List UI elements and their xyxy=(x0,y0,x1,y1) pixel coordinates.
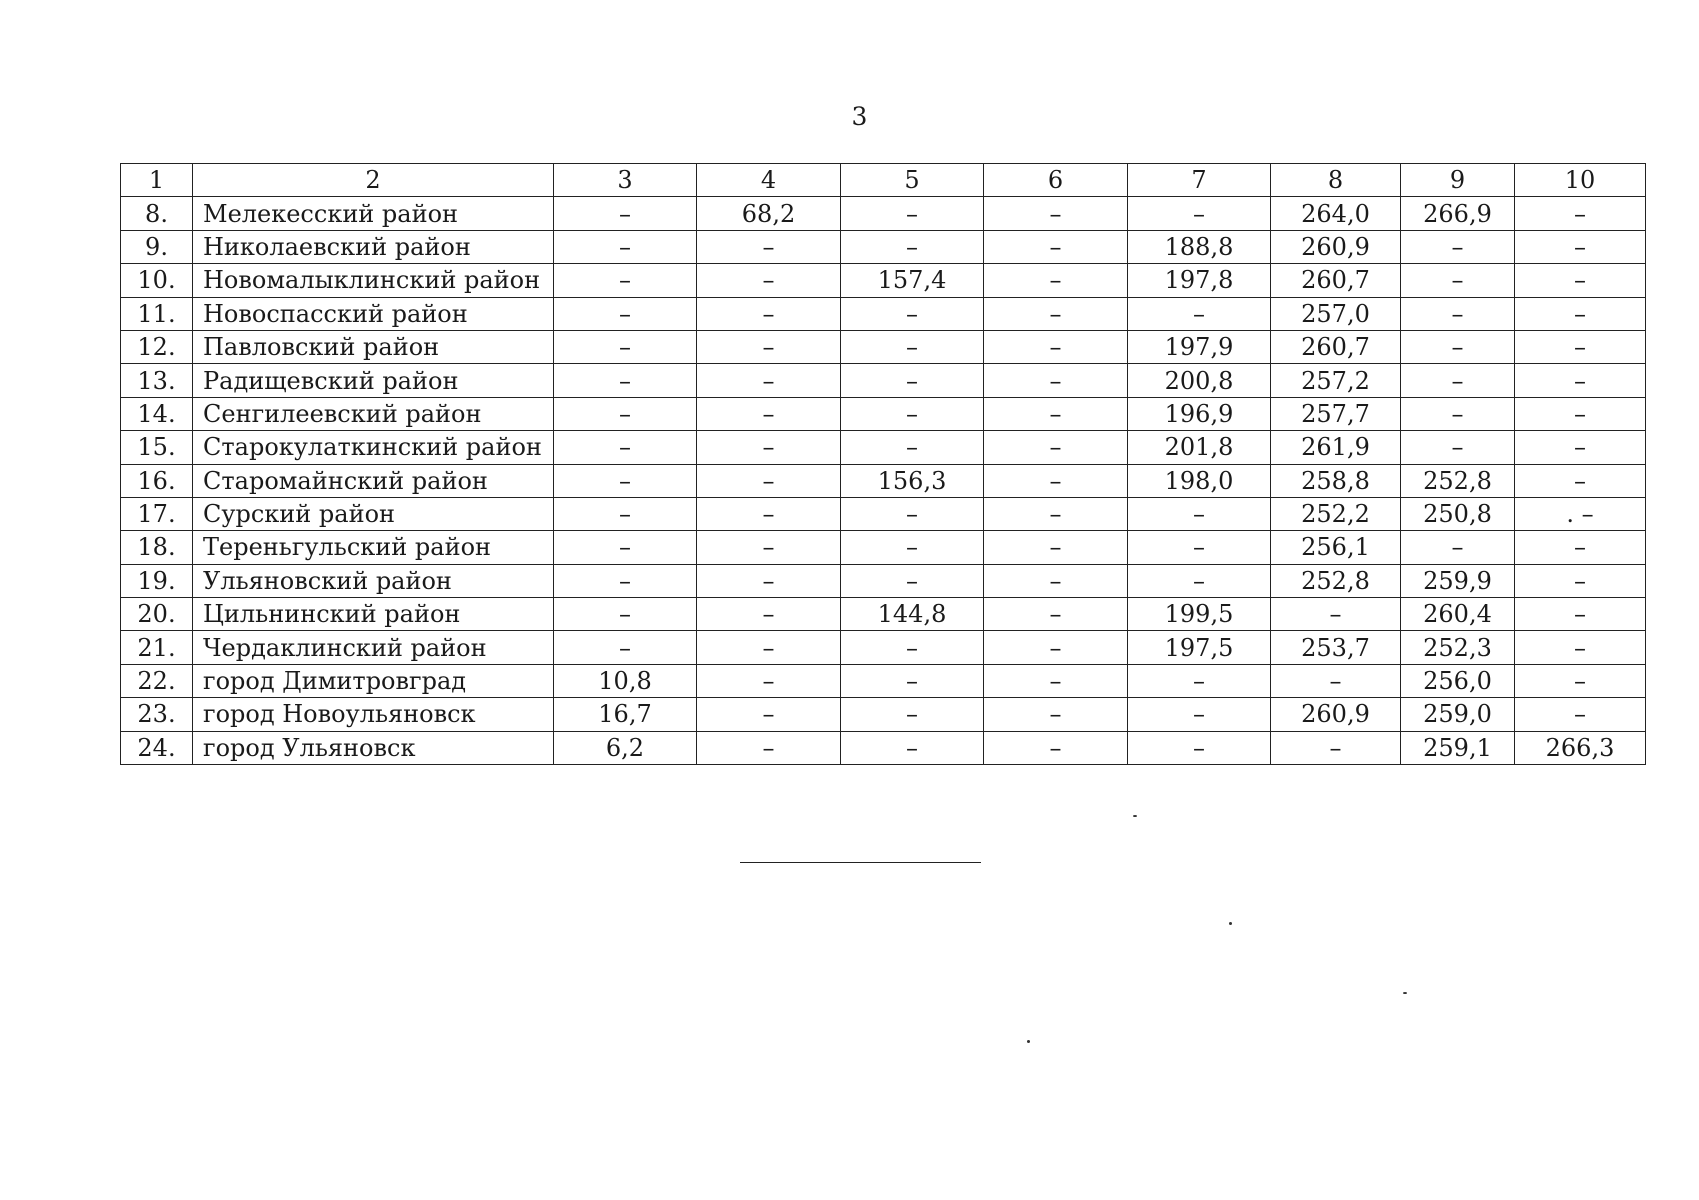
value-cell: 252,3 xyxy=(1401,631,1515,664)
value-cell: – xyxy=(1515,698,1646,731)
district-name-cell: Радищевский район xyxy=(193,364,554,397)
value-cell: – xyxy=(1515,431,1646,464)
value-cell: – xyxy=(984,364,1128,397)
page-number: 3 xyxy=(851,102,868,131)
value-cell: – xyxy=(984,464,1128,497)
district-name-cell: Цильнинский район xyxy=(193,598,554,631)
value-cell: 257,2 xyxy=(1271,364,1401,397)
value-cell: 266,9 xyxy=(1401,197,1515,230)
value-cell: – xyxy=(697,698,841,731)
value-cell: – xyxy=(1128,197,1271,230)
value-cell: – xyxy=(554,497,697,530)
value-cell: – xyxy=(984,264,1128,297)
value-cell: – xyxy=(1128,698,1271,731)
value-cell: 68,2 xyxy=(697,197,841,230)
value-cell: – xyxy=(1401,431,1515,464)
value-cell: – xyxy=(1128,731,1271,764)
value-cell: – xyxy=(697,598,841,631)
value-cell: – xyxy=(1515,598,1646,631)
district-name-cell: Новомалыклинский район xyxy=(193,264,554,297)
value-cell: – xyxy=(1515,230,1646,263)
value-cell: – xyxy=(554,197,697,230)
value-cell: 200,8 xyxy=(1128,364,1271,397)
value-cell: 252,8 xyxy=(1271,564,1401,597)
value-cell: – xyxy=(984,197,1128,230)
value-cell: 198,0 xyxy=(1128,464,1271,497)
value-cell: 266,3 xyxy=(1515,731,1646,764)
value-cell: – xyxy=(554,598,697,631)
table-row xyxy=(121,364,1646,397)
row-number-cell: 10. xyxy=(121,264,193,297)
column-header: 3 xyxy=(554,164,697,197)
value-cell: – xyxy=(1401,230,1515,263)
value-cell: – xyxy=(1128,664,1271,697)
table-row xyxy=(121,264,1646,297)
column-header: 4 xyxy=(697,164,841,197)
value-cell: – xyxy=(1515,297,1646,330)
table-row xyxy=(121,598,1646,631)
value-cell: – xyxy=(1401,531,1515,564)
value-cell: 257,7 xyxy=(1271,397,1401,430)
value-cell: 260,9 xyxy=(1271,230,1401,263)
table-row xyxy=(121,698,1646,731)
value-cell: – xyxy=(841,664,984,697)
value-cell: – xyxy=(554,431,697,464)
value-cell: 260,4 xyxy=(1401,598,1515,631)
row-number-cell: 14. xyxy=(121,397,193,430)
row-number-cell: 23. xyxy=(121,698,193,731)
value-cell: – xyxy=(697,264,841,297)
value-cell: 197,5 xyxy=(1128,631,1271,664)
value-cell: – xyxy=(554,330,697,363)
table-row xyxy=(121,497,1646,530)
value-cell: – xyxy=(554,564,697,597)
data-table xyxy=(120,163,1646,765)
value-cell: 197,8 xyxy=(1128,264,1271,297)
value-cell: 261,9 xyxy=(1271,431,1401,464)
row-number-cell: 12. xyxy=(121,330,193,363)
value-cell: 264,0 xyxy=(1271,197,1401,230)
value-cell: – xyxy=(554,230,697,263)
value-cell: 256,0 xyxy=(1401,664,1515,697)
row-number-cell: 21. xyxy=(121,631,193,664)
scan-speck xyxy=(1229,922,1232,925)
value-cell: – xyxy=(1401,297,1515,330)
column-header: 5 xyxy=(841,164,984,197)
value-cell: – xyxy=(984,531,1128,564)
value-cell: 16,7 xyxy=(554,698,697,731)
value-cell: 259,0 xyxy=(1401,698,1515,731)
value-cell: – xyxy=(841,330,984,363)
signature-separator-line xyxy=(740,862,981,863)
value-cell: – xyxy=(554,264,697,297)
value-cell: – xyxy=(1401,264,1515,297)
column-header: 6 xyxy=(984,164,1128,197)
value-cell: – xyxy=(697,664,841,697)
value-cell: – xyxy=(841,497,984,530)
table-row xyxy=(121,531,1646,564)
value-cell: 156,3 xyxy=(841,464,984,497)
value-cell: – xyxy=(984,564,1128,597)
value-cell: – xyxy=(841,197,984,230)
value-cell: – xyxy=(697,364,841,397)
value-cell: – xyxy=(697,464,841,497)
value-cell: – xyxy=(697,397,841,430)
value-cell: – xyxy=(1515,464,1646,497)
value-cell: 250,8 xyxy=(1401,497,1515,530)
scan-speck xyxy=(1133,815,1137,817)
value-cell: – xyxy=(984,497,1128,530)
value-cell: – xyxy=(841,631,984,664)
row-number-cell: 19. xyxy=(121,564,193,597)
value-cell: – xyxy=(697,230,841,263)
value-cell: – xyxy=(554,631,697,664)
value-cell: 260,9 xyxy=(1271,698,1401,731)
value-cell: – xyxy=(1401,397,1515,430)
value-cell: – xyxy=(841,531,984,564)
column-header: 10 xyxy=(1515,164,1646,197)
district-name-cell: Сурский район xyxy=(193,497,554,530)
value-cell: – xyxy=(841,397,984,430)
value-cell: – xyxy=(984,230,1128,263)
table-body xyxy=(121,197,1646,765)
value-cell: 201,8 xyxy=(1128,431,1271,464)
value-cell: – xyxy=(1271,664,1401,697)
value-cell: – xyxy=(1515,531,1646,564)
value-cell: – xyxy=(1515,564,1646,597)
value-cell: – xyxy=(697,330,841,363)
value-cell: 252,2 xyxy=(1271,497,1401,530)
row-number-cell: 24. xyxy=(121,731,193,764)
value-cell: 258,8 xyxy=(1271,464,1401,497)
table-row xyxy=(121,731,1646,764)
row-number-cell: 18. xyxy=(121,531,193,564)
row-number-cell: 22. xyxy=(121,664,193,697)
value-cell: – xyxy=(697,531,841,564)
district-name-cell: Старомайнский район xyxy=(193,464,554,497)
value-cell: 157,4 xyxy=(841,264,984,297)
row-number-cell: 17. xyxy=(121,497,193,530)
table-row xyxy=(121,664,1646,697)
value-cell: – xyxy=(984,431,1128,464)
value-cell: 196,9 xyxy=(1128,397,1271,430)
table-row xyxy=(121,297,1646,330)
value-cell: – xyxy=(841,364,984,397)
column-header: 8 xyxy=(1271,164,1401,197)
value-cell: – xyxy=(697,497,841,530)
district-name-cell: Новоспасский район xyxy=(193,297,554,330)
table-row xyxy=(121,330,1646,363)
value-cell: 259,1 xyxy=(1401,731,1515,764)
row-number-cell: 8. xyxy=(121,197,193,230)
value-cell: – xyxy=(984,297,1128,330)
value-cell: – xyxy=(841,731,984,764)
value-cell: 260,7 xyxy=(1271,330,1401,363)
value-cell: – xyxy=(1128,297,1271,330)
value-cell: 197,9 xyxy=(1128,330,1271,363)
value-cell: 6,2 xyxy=(554,731,697,764)
value-cell: 257,0 xyxy=(1271,297,1401,330)
value-cell: – xyxy=(697,631,841,664)
value-cell: – xyxy=(1515,664,1646,697)
value-cell: – xyxy=(697,431,841,464)
value-cell: – xyxy=(554,464,697,497)
value-cell: – xyxy=(1515,197,1646,230)
value-cell: – xyxy=(841,297,984,330)
row-number-cell: 11. xyxy=(121,297,193,330)
value-cell: – xyxy=(1515,397,1646,430)
district-name-cell: Николаевский район xyxy=(193,230,554,263)
value-cell: – xyxy=(841,431,984,464)
table-row xyxy=(121,464,1646,497)
column-header: 9 xyxy=(1401,164,1515,197)
value-cell: – xyxy=(697,564,841,597)
value-cell: 188,8 xyxy=(1128,230,1271,263)
value-cell: – xyxy=(984,698,1128,731)
value-cell: . – xyxy=(1515,497,1646,530)
district-name-cell: город Димитровград xyxy=(193,664,554,697)
district-name-cell: город Новоульяновск xyxy=(193,698,554,731)
table-row xyxy=(121,631,1646,664)
value-cell: 252,8 xyxy=(1401,464,1515,497)
value-cell: 10,8 xyxy=(554,664,697,697)
value-cell: – xyxy=(1515,364,1646,397)
district-name-cell: Тереньгульский район xyxy=(193,531,554,564)
value-cell: – xyxy=(841,564,984,597)
value-cell: – xyxy=(697,297,841,330)
value-cell: – xyxy=(1401,364,1515,397)
value-cell: 259,9 xyxy=(1401,564,1515,597)
value-cell: – xyxy=(1515,330,1646,363)
row-number-cell: 20. xyxy=(121,598,193,631)
value-cell: – xyxy=(841,230,984,263)
value-cell: – xyxy=(1128,497,1271,530)
table-row xyxy=(121,230,1646,263)
row-number-cell: 13. xyxy=(121,364,193,397)
value-cell: – xyxy=(554,364,697,397)
value-cell: 199,5 xyxy=(1128,598,1271,631)
district-name-cell: Чердаклинский район xyxy=(193,631,554,664)
table-row xyxy=(121,397,1646,430)
district-name-cell: Сенгилеевский район xyxy=(193,397,554,430)
scan-speck xyxy=(1403,992,1407,994)
value-cell: – xyxy=(1401,330,1515,363)
value-cell: – xyxy=(554,531,697,564)
district-name-cell: Мелекесский район xyxy=(193,197,554,230)
row-number-cell: 15. xyxy=(121,431,193,464)
column-header: 1 xyxy=(121,164,193,197)
value-cell: 256,1 xyxy=(1271,531,1401,564)
value-cell: – xyxy=(1128,531,1271,564)
value-cell: – xyxy=(1271,731,1401,764)
table-header-row xyxy=(121,164,1646,197)
value-cell: 253,7 xyxy=(1271,631,1401,664)
table-row xyxy=(121,431,1646,464)
value-cell: – xyxy=(1271,598,1401,631)
value-cell: – xyxy=(554,397,697,430)
value-cell: 144,8 xyxy=(841,598,984,631)
value-cell: 260,7 xyxy=(1271,264,1401,297)
scan-speck xyxy=(1027,1040,1030,1043)
value-cell: – xyxy=(554,297,697,330)
value-cell: – xyxy=(984,330,1128,363)
value-cell: – xyxy=(697,731,841,764)
value-cell: – xyxy=(984,664,1128,697)
row-number-cell: 9. xyxy=(121,230,193,263)
value-cell: – xyxy=(984,631,1128,664)
value-cell: – xyxy=(1515,631,1646,664)
value-cell: – xyxy=(841,698,984,731)
value-cell: – xyxy=(1128,564,1271,597)
value-cell: – xyxy=(984,598,1128,631)
value-cell: – xyxy=(984,731,1128,764)
district-name-cell: город Ульяновск xyxy=(193,731,554,764)
table-row xyxy=(121,564,1646,597)
row-number-cell: 16. xyxy=(121,464,193,497)
district-name-cell: Павловский район xyxy=(193,330,554,363)
table-row xyxy=(121,197,1646,230)
value-cell: – xyxy=(984,397,1128,430)
value-cell: – xyxy=(1515,264,1646,297)
column-header: 2 xyxy=(193,164,554,197)
district-name-cell: Старокулаткинский район xyxy=(193,431,554,464)
column-header: 7 xyxy=(1128,164,1271,197)
district-name-cell: Ульяновский район xyxy=(193,564,554,597)
